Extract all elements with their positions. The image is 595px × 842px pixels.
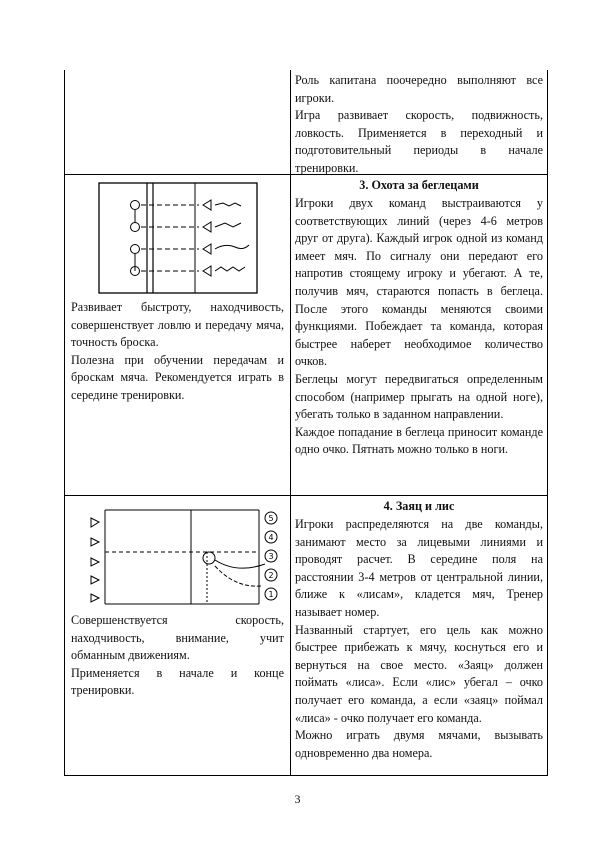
- table-row: [65, 70, 547, 174]
- game3-rule: Каждое попадание в беглеца приносит команде одно очко. Пятнать можно только в ноги.: [295, 424, 543, 457]
- game4-rule: Игроки распределяются на две команды, занимают место за лицевыми линиями и проводят расчет. В середине поля на расстоянии 3-4 метров от центральной линии, ближе к «лисам», кладется мяч, Тренер называет номер.: [295, 517, 543, 619]
- games-table: [64, 70, 548, 776]
- game4-benefit: Совершенствуется скорость, находчивость, внимание, учит обманным движениям.: [71, 613, 284, 663]
- table-row: [65, 174, 547, 495]
- game4-left-cell: [65, 496, 291, 775]
- intro-paragraph: Игра развивает скорость, подвижность, ловкость. Применяется в переходный и подготовительный периоды в начале тренировки.: [295, 108, 543, 175]
- game4-recommendation: Применяется в начале и конце тренировки.: [71, 665, 284, 698]
- game3-rule: Игроки двух команд выстраиваются у соответствующих линий (через 4-6 метров друг от друга). Каждый игрок одной из команд имеет мяч. По сигналу они передают его напротив стоящему игроку и убегают. А те, получив мяч, стараются попасть в беглеца. После этого команды меняются своими функциями. Побеждает та команда, которая быстрее наберет необходимое количество очков.: [295, 196, 543, 369]
- marker-number: 2: [268, 571, 274, 580]
- game3-title: 3. Охота за беглецами: [359, 178, 479, 192]
- game3-benefit: Развивает быстроту, находчивость, совершенствует ловлю и передачу мяча, точность броска.: [71, 300, 284, 350]
- game4-rule: Названный стартует, его цель как можно быстрее прибежать к мячу, коснуться его и вернуться на свое место. «Заяц» должен поймать «лиса». Если «лис» убегал – очко получает его команда, а если «заяц» поймал «лиса» - очко получает его команда.: [295, 622, 543, 725]
- game3-recommendation: Полезна при обучении передачам и броскам мяча. Рекомендуется играть в середине тренировки.: [71, 352, 284, 402]
- game3-rule: Беглецы могут передвигаться определенным способом (например прыгать на одной ноге), убегать только в заданном направлении.: [295, 371, 543, 422]
- game3-diagram: [71, 179, 285, 299]
- empty-cell: [65, 70, 291, 174]
- page-number: 3: [294, 792, 301, 806]
- marker-number: 4: [268, 533, 274, 542]
- marker-number: 3: [268, 552, 274, 561]
- intro-cell: [291, 70, 547, 174]
- marker-number: 5: [268, 514, 274, 523]
- marker-number: 1: [268, 590, 274, 599]
- game4-title: 4. Заяц и лис: [383, 499, 455, 513]
- intro-paragraph: Роль капитана поочередно выполняют все игроки.: [295, 73, 543, 105]
- table-row: [65, 495, 547, 775]
- game3-rules-cell: [291, 175, 547, 495]
- game4-rules-cell: [291, 496, 547, 775]
- game4-diagram: [71, 500, 285, 612]
- game4-rule: Можно играть двумя мячами, вызывать одновременно два номера.: [295, 728, 543, 760]
- game3-left-cell: [65, 175, 291, 495]
